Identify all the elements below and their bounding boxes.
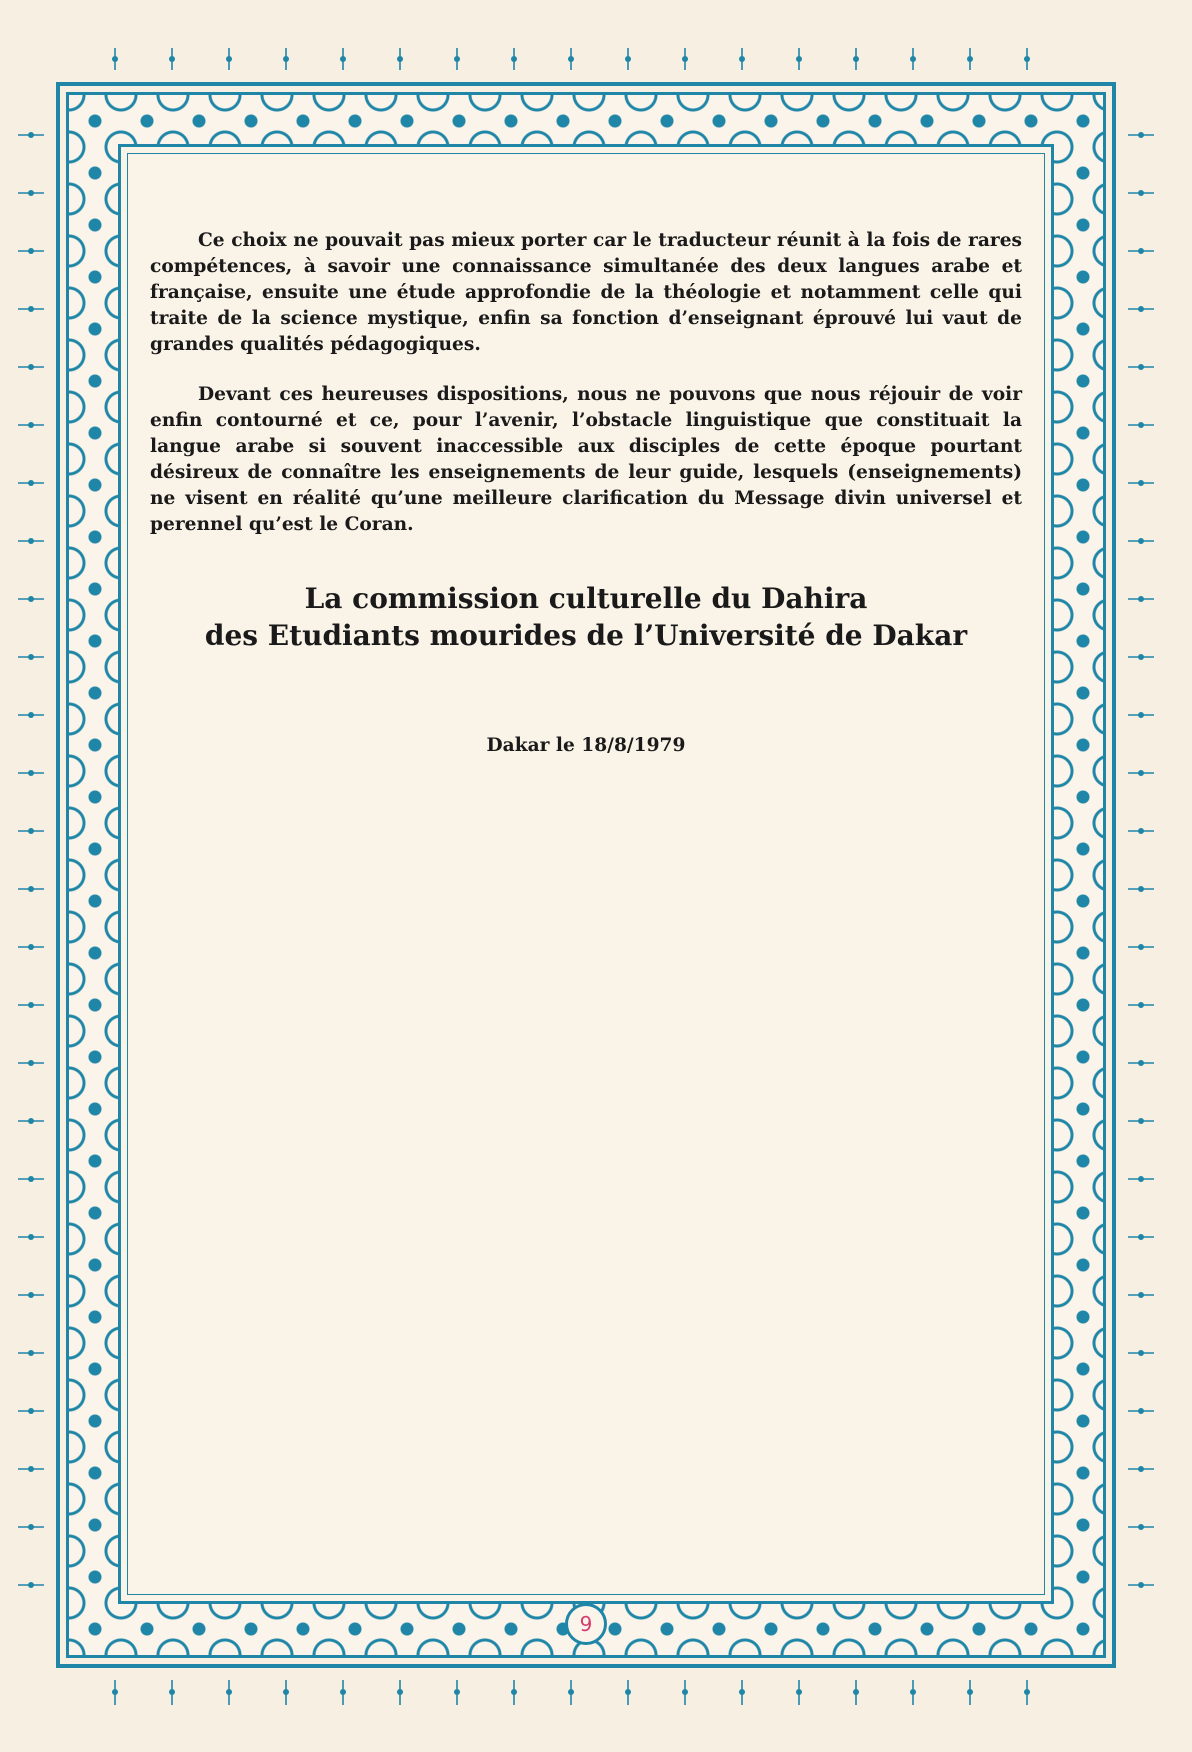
signature-line-2: des Etudiants mourides de l’Université de Dakar [204,619,968,652]
signature-line-1: La commission culturelle du Dahira [304,582,868,615]
date-line: Dakar le 18/8/1979 [486,735,686,756]
body-text [150,228,1022,562]
paragraph-2: Devant ces heureuses dispositions, nous ne pouvons que nous réjouir de voir enfin contourné et ce, pour l’avenir, l’obstacle linguistique que constituait la langue arabe si souvent inaccessible aux disciples de cette époque pourtant désireux de connaître les enseignements de leur guide, lesquels (enseignements) ne visent en réalité qu’une meilleure clarification du Message divin universel et perennel qu’est le Coran. [150,384,1022,535]
paragraph-1: Ce choix ne pouvait pas mieux porter car le traducteur réunit à la fois de rares compétences, à savoir une connaissance simultanée des deux langues arabe et française, ensuite une étude approfondie de la théologie et notamment celle qui traite de la science mystique, enfin sa fonction d’enseignant éprouvé lui vaut de grandes qualités pédagogiques. [150,230,1022,355]
page-number-badge: 9 [565,1603,607,1645]
signature-block [150,580,1022,654]
